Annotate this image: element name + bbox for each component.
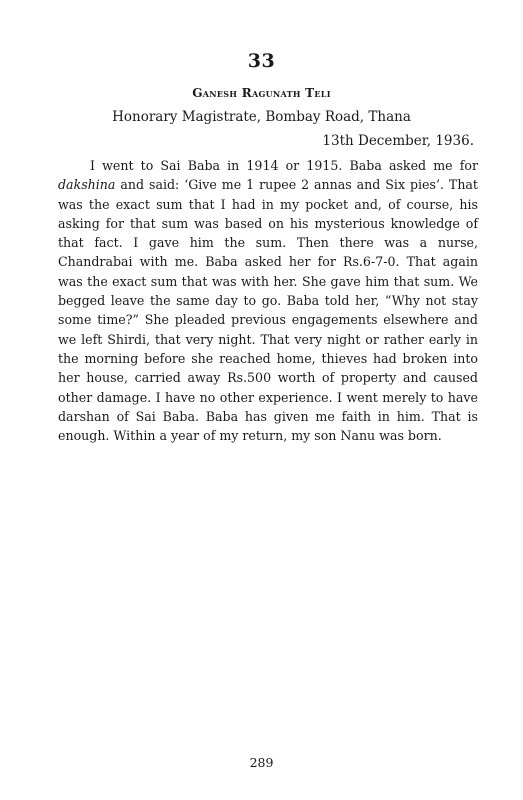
chapter-person-title: Honorary Magistrate, Bombay Road, Thana xyxy=(112,109,411,125)
body-italic-term: dakshina xyxy=(58,177,116,193)
body-text-part-1: I went to Sai Baba in 1914 or 1915. Baba asked me for xyxy=(90,158,478,173)
chapter-date: 13th December, 1936. xyxy=(322,133,474,149)
chapter-person-name: Ganesh Ragunath Teli xyxy=(192,86,331,100)
page-number: 289 xyxy=(249,755,274,770)
chapter-number: 33 xyxy=(247,50,276,72)
body-paragraph xyxy=(58,156,478,445)
body-text-part-2: and said: ‘Give me 1 rupee 2 annas and Six pies’. That was the exact sum that I had in my pocket and, of course, his asking for that sum was based on his mysterious knowledge of that fact. I gave him the sum. Then there was a nurse, Chandrabai with me. Baba asked her for Rs.6-7-0. That again was the exact sum that was with her. She gave him that sum. We begged leave the same day to go. Baba told her, “Why not stay some time?” She pleaded previous engagements elsewhere and we left Shirdi, that very night. That very night or rather early in the morning before she reached home, thieves had broken into her house, carried away Rs.500 worth of property and caused other damage. I have no other experience. I went merely to have darshan of Sai Baba. Baba has given me faith in him. That is enough. Within a year of my return, my son Nanu was born. xyxy=(58,177,478,444)
